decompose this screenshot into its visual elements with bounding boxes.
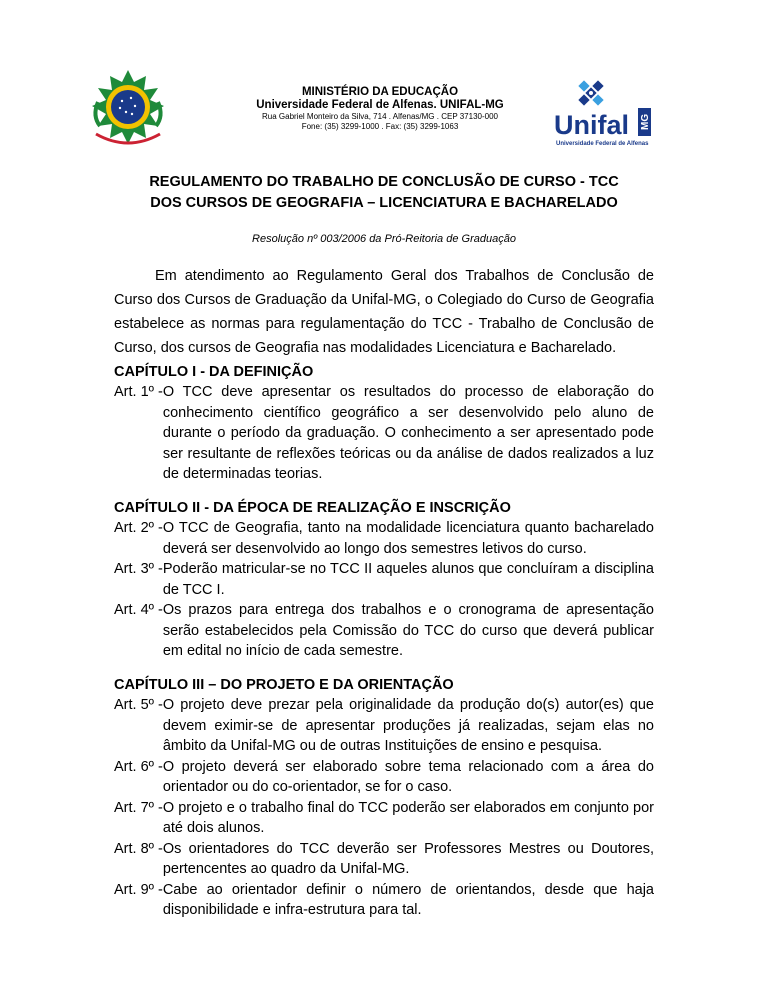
document-title [100,172,668,214]
chapter-1 [114,362,654,485]
letterhead [0,0,768,160]
logo-mg: MG [640,113,651,130]
article-label: Art. 1º - [114,384,163,400]
chapter-title: CAPÍTULO III – DO PROJETO E DA ORIENTAÇÃO [114,677,454,693]
article-9 [114,880,654,921]
intro-paragraph: Em atendimento ao Regulamento Geral dos Trabalhos de Conclusão de Curso dos Cursos de Graduação da Unifal-MG, o Colegiado do Curso de Geografia estabelece as normas para regulamentação do TCC - Trabalho de Conclusão de Curso, dos cursos de Geografia nas modalidades Licenciatura e Bacharelado. [114,268,654,356]
article-3 [114,559,654,600]
institution-block [200,86,560,132]
logo-subtitle: Universidade Federal de Alfenas [556,141,649,147]
article-label: Art. 7º - [114,799,163,816]
article-text: Poderão matricular-se no TCC II aqueles alunos que concluíram a disciplina de TCC I. [162,561,654,598]
phone-line: Fone: (35) 3299-1000 . Fax: (35) 3299-1063 [301,122,459,131]
chapter-title: CAPÍTULO I - DA DEFINIÇÃO [114,364,314,380]
unifal-logo [550,78,672,150]
chapter-title: CAPÍTULO II - DA ÉPOCA DE REALIZAÇÃO E INSCRIÇÃO [114,500,511,516]
title-line-1: REGULAMENTO DO TRABALHO DE CONCLUSÃO DE CURSO - TCC [149,174,619,190]
article-6 [114,757,654,798]
article-5 [114,695,654,757]
article-label: Art. 5º - [114,697,163,713]
article-text: O TCC deve apresentar os resultados do processo de elaboração do conhecimento científico geográfico a ser desenvolvido pelo aluno de durante o período da graduação. O conhecimento a ser apresentado pode ser resultante de reflexões teóricas ou da análise de dados realizados a luz de determinadas teorias. [162,384,654,482]
article-8 [114,839,654,880]
brazil-coat-of-arms-icon [86,68,170,152]
article-label: Art. 2º - [114,520,163,536]
article-text: O projeto deve prezar pela originalidade da produção do(s) autor(es) que devem eximir-se de apresentar produções já realizadas, sejam elas no âmbito da Unifal-MG ou de outras Instituições de ensino e pesquisa. [162,697,654,754]
chapter-3 [114,675,654,921]
article-label: Art. 3º - [114,561,163,577]
article-1 [114,382,654,485]
unifal-logo-mark-icon [578,80,603,105]
article-text: O TCC de Geografia, tanto na modalidade licenciatura quanto bacharelado deverá ser desenvolvido ao longo dos semestres letivos do curso. [162,520,654,557]
article-7 [114,798,654,839]
article-text: O projeto e o trabalho final do TCC poderão ser elaborados em conjunto por até dois alunos. [162,799,654,836]
article-label: Art. 9º - [114,881,163,898]
resolution-reference: Resolução nº 003/2006 da Pró-Reitoria de Graduação [252,233,516,245]
article-2 [114,518,654,559]
article-label: Art. 4º - [114,602,163,618]
article-label: Art. 8º - [114,840,163,857]
article-4 [114,600,654,662]
ministry-name: MINISTÉRIO DA EDUCAÇÃO [301,86,459,98]
address-line: Rua Gabriel Monteiro da Silva, 714 . Alfenas/MG . CEP 37130-000 [262,112,498,121]
article-text: O projeto deverá ser elaborado sobre tema relacionado com a área do orientador ou do co-orientador, se for o caso. [162,758,654,795]
article-text: Os prazos para entrega dos trabalhos e o cronograma de apresentação serão estabelecidos pela Comissão do TCC do curso que deverá publicar em edital no início de cada semestre. [162,602,654,659]
article-text: Os orientadores do TCC deverão ser Professores Mestres ou Doutores, pertencentes ao quadro da Unifal-MG. [162,840,654,877]
title-line-2: DOS CURSOS DE GEOGRAFIA – LICENCIATURA E BACHARELADO [150,195,618,211]
article-label: Art. 6º - [114,758,163,775]
chapter-2 [114,498,654,662]
logo-wordmark: Unifal [554,110,630,140]
university-name: Universidade Federal de Alfenas. UNIFAL-MG [256,99,504,111]
article-text: Cabe ao orientador definir o número de orientandos, desde que haja disponibilidade e infra-estrutura para tal. [162,881,654,918]
